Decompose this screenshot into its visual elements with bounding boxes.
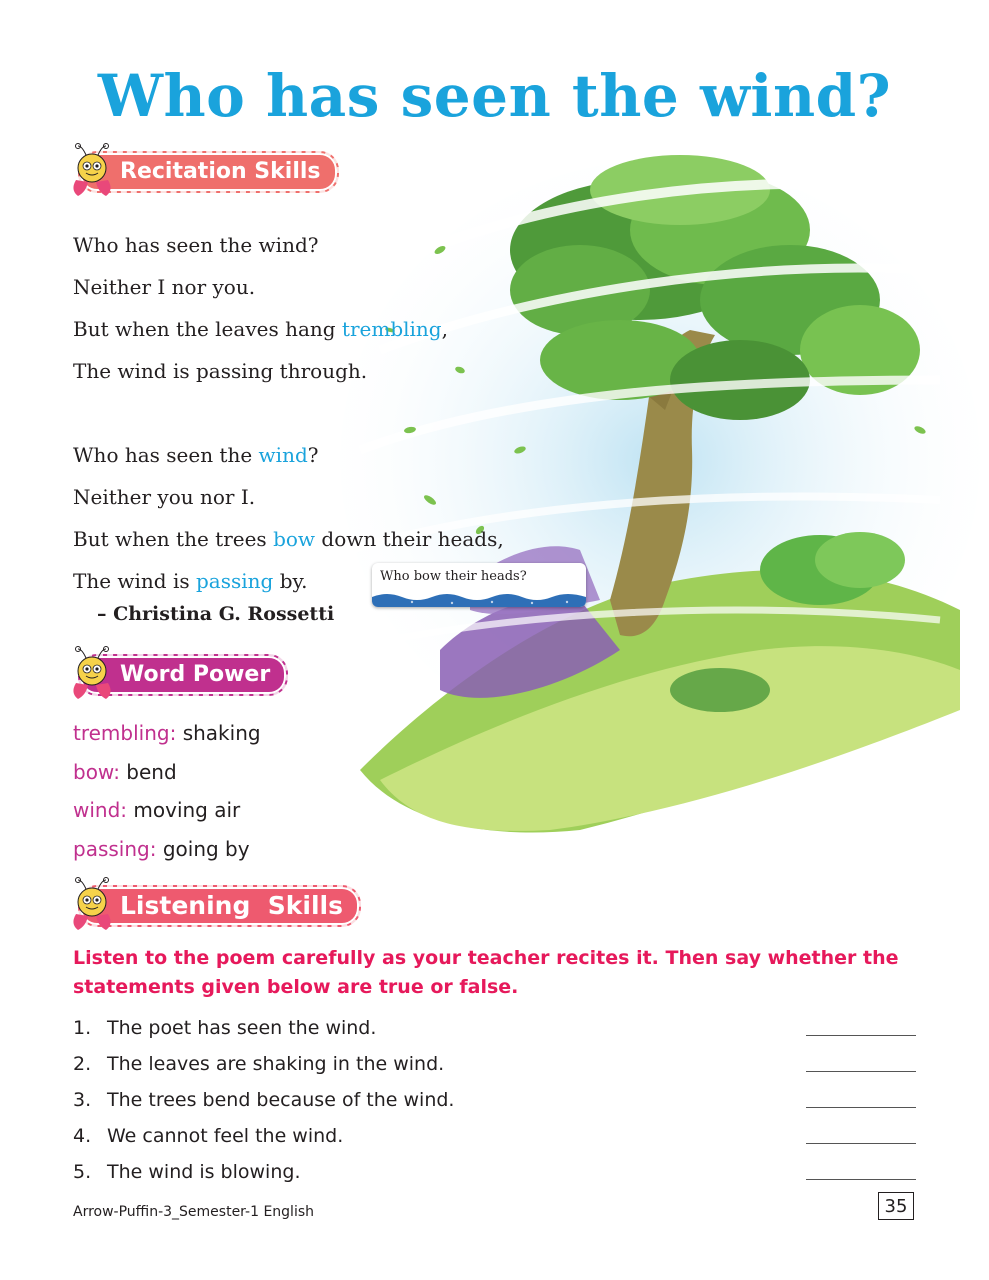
statement-item	[73, 1118, 916, 1154]
word-power-heading: Word Power	[78, 654, 288, 696]
poem-line: But when the leaves hang trembling,	[73, 317, 448, 341]
question-callout	[372, 563, 586, 607]
statement-number: 3.	[73, 1089, 92, 1111]
highlight-word: passing	[196, 569, 274, 593]
recitation-skills-tag	[66, 142, 339, 202]
page-title: Who has seen the wind?	[97, 62, 892, 130]
poem-line: Who has seen the wind?	[73, 443, 319, 467]
word-power-item	[73, 791, 261, 830]
statement-number: 4.	[73, 1125, 92, 1147]
word-meaning: moving air	[127, 798, 241, 822]
listening-instruction: Listen to the poem carefully as your teacher recites it. Then say whether the statements given below are true or false.	[73, 947, 899, 998]
statement-item	[73, 1010, 916, 1046]
statement-text: The trees bend because of the wind.	[107, 1089, 455, 1111]
poem-line: But when the trees bow down their heads,	[73, 527, 504, 551]
statement-number: 5.	[73, 1161, 92, 1183]
bug-mascot-icon	[66, 645, 118, 705]
word-meaning: bend	[119, 759, 177, 784]
word-power-item	[73, 753, 261, 792]
statement-item	[73, 1082, 916, 1118]
stanza-gap	[73, 392, 504, 434]
word-term: wind:	[73, 798, 128, 822]
word-power-list	[73, 714, 261, 868]
highlight-word: trembling	[341, 317, 442, 341]
statement-item	[73, 1046, 916, 1082]
page-number: 35	[878, 1192, 914, 1220]
answer-blank[interactable]	[806, 1071, 916, 1072]
statement-text: The wind is blowing.	[107, 1161, 301, 1183]
highlight-word: wind	[258, 443, 308, 467]
poem-line: The wind is passing by.	[73, 569, 308, 593]
statement-text: The leaves are shaking in the wind.	[107, 1053, 445, 1075]
word-power-item	[73, 830, 261, 869]
word-term: bow:	[73, 759, 120, 784]
word-meaning: shaking	[176, 721, 261, 745]
statement-item	[73, 1154, 916, 1190]
poem-text	[73, 224, 504, 602]
word-term: passing:	[73, 836, 157, 861]
answer-blank[interactable]	[806, 1143, 916, 1144]
highlight-word: bow	[273, 527, 316, 551]
word-power-tag	[66, 645, 288, 705]
answer-blank[interactable]	[806, 1179, 916, 1180]
poem-line: The wind is passing through.	[73, 359, 368, 383]
answer-blank[interactable]	[806, 1107, 916, 1108]
poem-line: Neither you nor I.	[73, 485, 256, 509]
listening-skills-heading: Listening Skills	[78, 885, 361, 927]
word-power-item	[73, 714, 261, 753]
bug-mascot-icon	[66, 142, 118, 202]
statement-number: 2.	[73, 1053, 92, 1075]
poem-author: – Christina G. Rossetti	[97, 603, 335, 625]
statement-text: The poet has seen the wind.	[107, 1017, 377, 1039]
book-footer: Arrow-Puffin-3_Semester-1 English	[73, 1204, 315, 1220]
listening-skills-tag	[66, 876, 361, 936]
word-meaning: going by	[156, 836, 250, 861]
bug-mascot-icon	[66, 876, 118, 936]
statement-number: 1.	[73, 1017, 92, 1039]
word-term: trembling:	[73, 721, 177, 745]
answer-blank[interactable]	[806, 1035, 916, 1036]
recitation-skills-heading: Recitation Skills	[78, 151, 339, 193]
callout-text: Who bow their heads?	[380, 569, 527, 584]
statement-text: We cannot feel the wind.	[107, 1125, 344, 1147]
poem-line: Neither I nor you.	[73, 275, 256, 299]
wave-decoration	[372, 591, 586, 607]
statement-list	[73, 1010, 916, 1190]
poem-line: Who has seen the wind?	[73, 233, 319, 257]
